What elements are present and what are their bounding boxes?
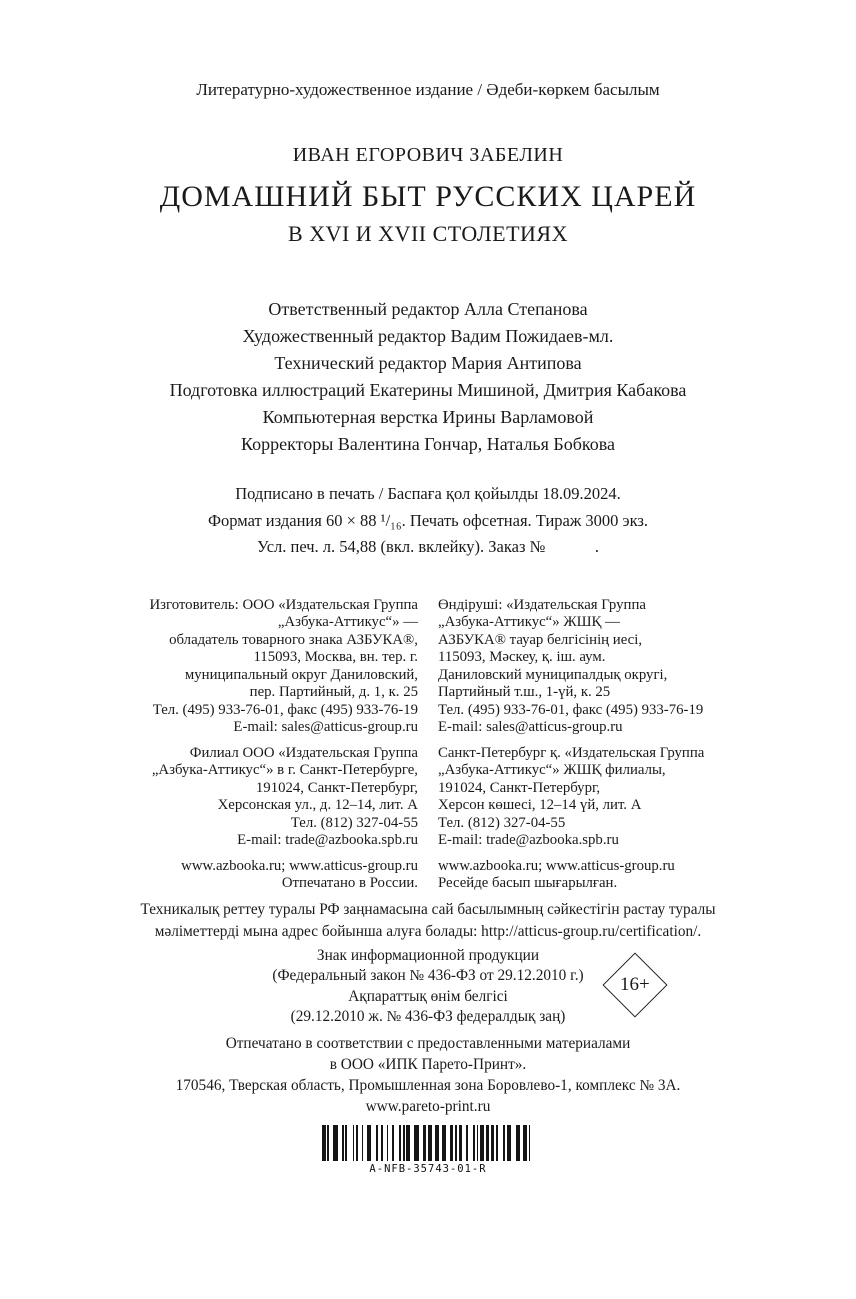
branch-paragraph-kz xyxy=(438,745,770,850)
book-author: ИВАН ЕГОРОВИЧ ЗАБЕЛИН xyxy=(292,144,564,166)
publisher-line: E-mail: trade@azbooka.spb.ru xyxy=(438,832,619,848)
manufacturer-paragraph-ru xyxy=(86,597,418,737)
publisher-line: Тел. (495) 933-76-01, факс (495) 933-76-19 xyxy=(438,701,704,718)
print-info-line: Подписано в печать / Баспаға қол қойылды 18.09.2024. xyxy=(235,484,621,503)
publisher-line: пер. Партийный, д. 1, к. 25 xyxy=(249,684,418,700)
publisher-line: Тел. (812) 327-04-55 xyxy=(438,814,566,831)
printing-line: 170546, Тверская область, Промышленная зона Боровлево-1, комплекс № 3А. xyxy=(175,1076,681,1094)
publisher-line: 191024, Санкт-Петербург, xyxy=(438,779,601,796)
publisher-line: E-mail: sales@atticus-group.ru xyxy=(233,719,418,735)
publisher-line: обладатель товарного знака АЗБУКА®, xyxy=(169,631,418,648)
barcode-bars xyxy=(322,1125,534,1161)
publisher-line: Ресейде басып шығарылған. xyxy=(438,875,618,891)
barcode-text: A-NFB-35743-01-R xyxy=(369,1162,487,1175)
publisher-line: муниципальный округ Даниловский, xyxy=(184,666,418,683)
printing-line: www.pareto-print.ru xyxy=(365,1097,491,1115)
publisher-line: 115093, Москва, вн. тер. г. xyxy=(253,649,418,665)
publisher-line: Филиал ООО «Издательская Группа xyxy=(189,744,418,761)
branch-paragraph-ru xyxy=(86,745,418,850)
print-info-line: Формат издания 60 × 88 ¹/₁₆. Печать офсетная. Тираж 3000 экз. xyxy=(207,510,649,530)
publisher-line: Партийный т.ш., 1-үй, к. 25 xyxy=(438,684,611,700)
publisher-line: Изготовитель: ООО «Издательская Группа xyxy=(149,596,418,613)
websites-paragraph-kz xyxy=(438,858,770,893)
info-sign-block xyxy=(0,946,856,1028)
credit-line: Художественный редактор Вадим Пожидаев-мл. xyxy=(242,326,614,346)
websites-paragraph-ru xyxy=(86,858,418,893)
publisher-line: E-mail: trade@azbooka.spb.ru xyxy=(237,832,418,848)
age-rating-label: 16+ xyxy=(620,973,650,995)
credit-line: Ответственный редактор Алла Степанова xyxy=(268,299,588,319)
publisher-line: 115093, Мәскеу, қ. іш. аум. xyxy=(438,649,606,665)
barcode-bar xyxy=(530,1125,534,1161)
certification-line: мәліметтерді мына адрес бойынша алуға болады: http://atticus-group.ru/certification/. xyxy=(154,922,702,940)
publisher-line: АЗБУКА® тауар белгісінің иесі, xyxy=(438,631,643,648)
publisher-line: Отпечатано в России. xyxy=(281,875,418,891)
certification-line: Техникалық реттеу туралы РФ заңнамасына сай басылымның сәйкестігін растау туралы xyxy=(140,900,716,918)
publisher-line: www.azbooka.ru; www.atticus-group.ru xyxy=(438,857,675,874)
publisher-line: Даниловский муниципалдық округі, xyxy=(438,666,668,683)
edition-type-line: Литературно-художественное издание / Әдеби-көркем басылым xyxy=(196,80,660,99)
publisher-line: „Азбука-Аттикус“» ЖШҚ — xyxy=(438,614,620,630)
barcode xyxy=(0,1125,856,1175)
publisher-line: Тел. (495) 933-76-01, факс (495) 933-76-19 xyxy=(152,701,418,718)
book-subtitle: В XVI И XVII СТОЛЕТИЯХ xyxy=(288,221,568,246)
print-run-info-block xyxy=(0,481,856,561)
publisher-line: Тел. (812) 327-04-55 xyxy=(290,814,418,831)
credit-line: Компьютерная верстка Ирины Варламовой xyxy=(262,407,594,427)
info-sign-line: (29.12.2010 ж. № 436-ФЗ федералдық заң) xyxy=(290,1008,566,1025)
info-sign-section xyxy=(0,946,856,1028)
info-sign-line: (Федеральный закон № 436-ФЗ от 29.12.2010 г.) xyxy=(272,967,584,984)
publisher-column-kazakh xyxy=(438,597,770,893)
credit-line: Подготовка иллюстраций Екатерины Мишиной, Дмитрия Кабакова xyxy=(169,380,687,400)
publisher-line: Өндіруші: «Издательская Группа xyxy=(438,596,646,613)
publisher-line: www.azbooka.ru; www.atticus-group.ru xyxy=(181,857,418,874)
publisher-line: „Азбука-Аттикус“» в г. Санкт-Петербурге, xyxy=(151,762,418,778)
info-sign-line: Знак информационной продукции xyxy=(316,946,540,964)
editorial-credits-block xyxy=(0,296,856,458)
printing-house-block xyxy=(0,1033,856,1117)
certification-block xyxy=(0,899,856,943)
publisher-columns xyxy=(0,597,856,893)
publisher-line: „Азбука-Аттикус“» ЖШҚ филиалы, xyxy=(438,762,666,778)
manufacturer-paragraph-kz xyxy=(438,597,770,737)
publisher-line: Херсон көшесі, 12–14 үй, лит. А xyxy=(438,797,642,813)
print-info-line: Усл. печ. л. 54,88 (вкл. вклейку). Заказ № . xyxy=(257,537,599,556)
publisher-line: E-mail: sales@atticus-group.ru xyxy=(438,719,623,735)
publisher-line: Санкт-Петербург қ. «Издательская Группа xyxy=(438,744,705,761)
printing-line: в ООО «ИПК Парето-Принт». xyxy=(329,1055,527,1073)
book-title: ДОМАШНИЙ БЫТ РУССКИХ ЦАРЕЙ xyxy=(159,180,697,213)
info-sign-line: Ақпараттық өнім белгісі xyxy=(348,987,508,1005)
publisher-line: Херсонская ул., д. 12–14, лит. А xyxy=(217,797,418,813)
publisher-line: 191024, Санкт-Петербург, xyxy=(255,779,418,796)
publisher-column-russian xyxy=(86,597,418,893)
printing-line: Отпечатано в соответствии с предоставленными материалами xyxy=(225,1034,631,1052)
credit-line: Технический редактор Мария Антипова xyxy=(274,353,582,373)
credit-line: Корректоры Валентина Гончар, Наталья Бобкова xyxy=(240,434,615,454)
publisher-line: „Азбука-Аттикус“» — xyxy=(277,614,418,630)
